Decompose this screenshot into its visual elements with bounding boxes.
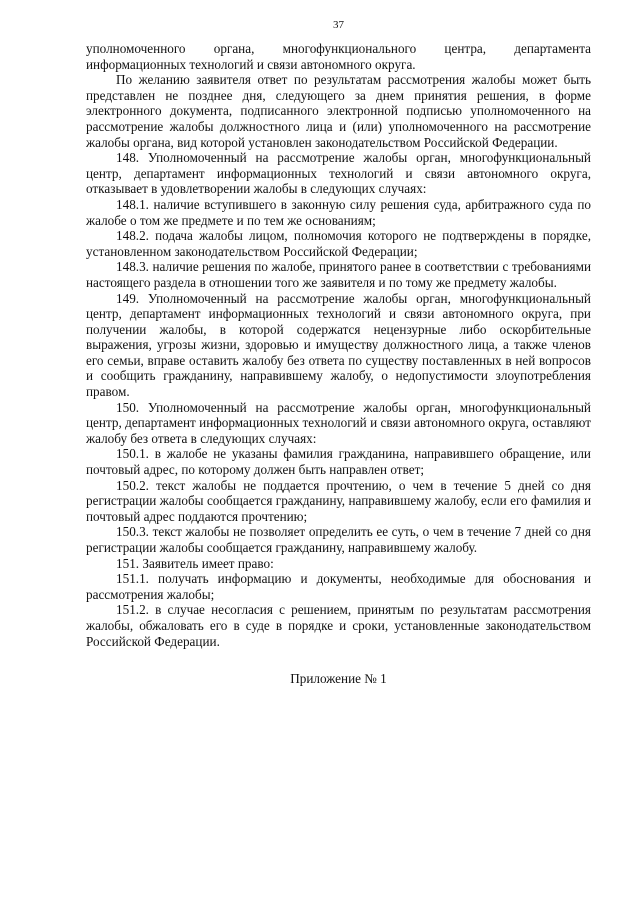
paragraph-response-electronic: По желанию заявителя ответ по результатам рассмотрения жалобы может быть представлен не позднее дня, следующего за днем принятия решения, в форме электронного документа, подписанного электронной подписью уполномоченного на рассмотрение жалобы должностного лица и (или) уполномоченного на рассмотрение жалобы органа, вид которой установлен законодательством Российской Федерации. — [86, 72, 591, 150]
document-body — [86, 41, 591, 649]
paragraph-148: 148. Уполномоченный на рассмотрение жалобы орган, многофункциональный центр, департамент информационных технологий и связи автономного округа, отказывает в удовлетворении жалобы в следующих случаях: — [86, 150, 591, 197]
page-number: 37 — [333, 19, 344, 31]
paragraph-151-1: 151.1. получать информацию и документы, необходимые для обоснования и рассмотрения жалобы; — [86, 571, 591, 602]
paragraph-150-1: 150.1. в жалобе не указаны фамилия гражданина, направившего обращение, или почтовый адрес, по которому должен быть направлен ответ; — [86, 446, 591, 478]
document-page — [86, 18, 591, 687]
paragraph-continuation: уполномоченного органа, многофункционального центра, департамента информационных технологий и связи автономного округа. — [86, 41, 591, 72]
paragraph-150-2: 150.2. текст жалобы не поддается прочтению, о чем в течение 5 дней со дня регистрации жалобы сообщается гражданину, направившему жалобу, если его фамилия и почтовый адрес поддаются прочтению; — [86, 477, 591, 524]
paragraph-148-3: 148.3. наличие решения по жалобе, принятого ранее в соответствии с требованиями настоящего раздела в отношении того же заявителя и по тому же предмету жалобы. — [86, 259, 591, 290]
paragraph-151: 151. Заявитель имеет право: — [116, 555, 274, 571]
paragraph-150: 150. Уполномоченный на рассмотрение жалобы орган, многофункциональный центр, департамент информационных технологий и связи автономного округа, оставляют жалобу без ответа в следующих случаях: — [86, 399, 591, 446]
paragraph-148-2: 148.2. подача жалобы лицом, полномочия которого не подтверждены в порядке, установленном законодательством Российской Федерации; — [86, 228, 591, 259]
paragraph-148-1: 148.1. наличие вступившего в законную силу решения суда, арбитражного суда по жалобе о том же предмете и по тем же основаниям; — [86, 196, 591, 228]
paragraph-150-3: 150.3. текст жалобы не позволяет определить ее суть, о чем в течение 7 дней со дня регистрации жалобы сообщается гражданину, направившему жалобу. — [86, 524, 591, 555]
paragraph-149: 149. Уполномоченный на рассмотрение жалобы орган, многофункциональный центр, департамент информационных технологий и связи автономного округа, при получении жалобы, в которой содержатся нецензурные либо оскорбительные выражения, угрозы жизни, здоровью и имуществу должностного лица, а также членов его семьи, вправе оставить жалобу без ответа по существу поставленных в ней вопросов и сообщить гражданину, направившему жалобу, о недопустимости злоупотребления правом. — [86, 290, 591, 400]
appendix-title: Приложение № 1 — [290, 671, 387, 687]
paragraph-151-2: 151.2. в случае несогласия с решением, принятым по результатам рассмотрения жалобы, обжаловать его в суде в порядке и сроки, установленные законодательством Российской Федерации. — [86, 602, 591, 649]
